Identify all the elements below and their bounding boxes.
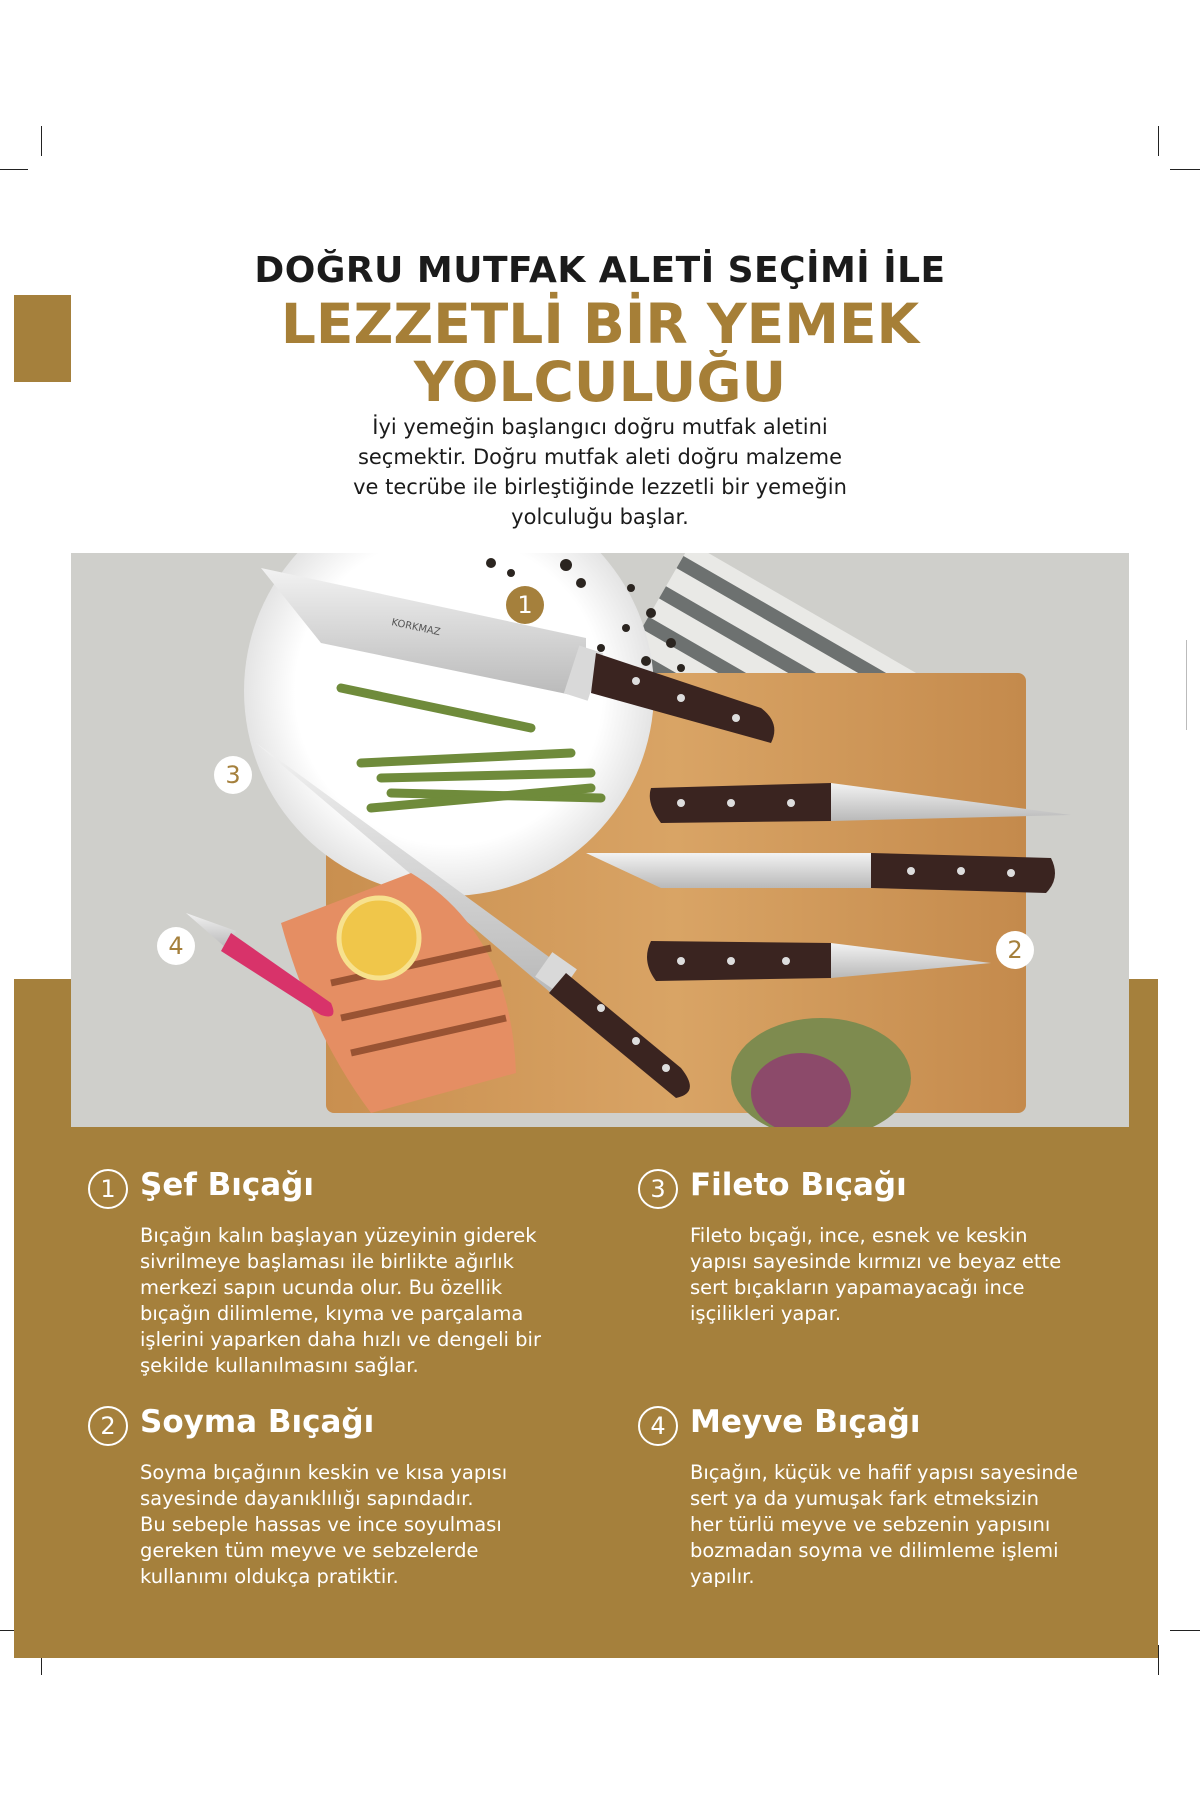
- item-description: [140, 1223, 570, 1379]
- item-description: [140, 1460, 570, 1590]
- item-title: Şef Bıçağı: [140, 1167, 314, 1203]
- item-description: [690, 1223, 1120, 1327]
- item-description: [690, 1460, 1120, 1590]
- knife-badge-1: 1: [506, 586, 544, 624]
- desc-line: sert bıçakların yapamayacağı ince: [690, 1276, 1025, 1299]
- item-number: 3: [638, 1169, 678, 1209]
- knife-badge-3: 3: [214, 756, 252, 794]
- desc-line: işlerini yaparken daha hızlı ve dengeli bir: [140, 1328, 541, 1351]
- desc-line: Soyma bıçağının keskin ve kısa yapısı: [140, 1461, 508, 1484]
- crop-mark: [1158, 126, 1159, 156]
- item-title: Soyma Bıçağı: [140, 1404, 375, 1440]
- knives-photo: [71, 553, 1129, 1127]
- desc-line: bozmadan soyma ve dilimleme işlemi: [690, 1539, 1059, 1562]
- crop-mark: [1158, 1645, 1159, 1675]
- desc-line: sayesinde dayanıklılığı sapındadır.: [140, 1487, 474, 1510]
- crop-mark: [0, 169, 28, 170]
- desc-line: sert ya da yumuşak fark etmeksizin: [690, 1487, 1039, 1510]
- crop-mark: [1170, 1630, 1200, 1631]
- knife-badge-4: 4: [157, 927, 195, 965]
- svg-text:KORKMAZ: KORKMAZ: [390, 617, 442, 639]
- intro-line: ve tecrübe ile birleştiğinde lezzetli bir yemeğin: [353, 475, 847, 499]
- item-number: 1: [88, 1169, 128, 1209]
- desc-line: Bıçağın, küçük ve hafif yapısı sayesinde: [690, 1461, 1079, 1484]
- intro-line: yolculuğu başlar.: [511, 505, 689, 529]
- item-title: Fileto Bıçağı: [690, 1167, 907, 1203]
- desc-line: merkezi sapın ucunda olur. Bu özellik: [140, 1276, 503, 1299]
- headline-line-2: YOLCULUĞU: [413, 350, 787, 414]
- intro-line: seçmektir. Doğru mutfak aleti doğru malzeme: [357, 445, 843, 469]
- desc-line: işçilikleri yapar.: [690, 1302, 842, 1325]
- desc-line: Bıçağın kalın başlayan yüzeyinin giderek: [140, 1224, 537, 1247]
- desc-line: her türlü meyve ve sebzenin yapısını: [690, 1513, 1051, 1536]
- desc-line: bıçağın dilimleme, kıyma ve parçalama: [140, 1302, 524, 1325]
- desc-line: Fileto bıçağı, ince, esnek ve keskin: [690, 1224, 1028, 1247]
- desc-line: kullanımı oldukça pratiktir.: [140, 1565, 399, 1588]
- desc-line: yapılır.: [690, 1565, 755, 1588]
- crop-mark: [1170, 169, 1200, 170]
- edge-tick: [1186, 640, 1187, 730]
- headline-line-1: LEZZETLİ BİR YEMEK: [280, 292, 920, 356]
- item-number: 4: [638, 1406, 678, 1446]
- knife-badge-2: 2: [996, 931, 1034, 969]
- intro-line: İyi yemeğin başlangıcı doğru mutfak aletini: [372, 415, 828, 439]
- intro-paragraph: [0, 412, 1200, 532]
- desc-line: Bu sebeple hassas ve ince soyulması: [140, 1513, 502, 1536]
- desc-line: gereken tüm meyve ve sebzelerde: [140, 1539, 479, 1562]
- desc-line: yapısı sayesinde kırmızı ve beyaz ette: [690, 1250, 1062, 1273]
- desc-line: şekilde kullanılmasını sağlar.: [140, 1354, 419, 1377]
- crop-mark: [41, 126, 42, 156]
- desc-line: sivrilmeye başlaması ile birlikte ağırlık: [140, 1250, 514, 1273]
- kicker-title: DOĞRU MUTFAK ALETİ SEÇİMİ İLE: [254, 250, 946, 291]
- item-title: Meyve Bıçağı: [690, 1404, 921, 1440]
- item-number: 2: [88, 1406, 128, 1446]
